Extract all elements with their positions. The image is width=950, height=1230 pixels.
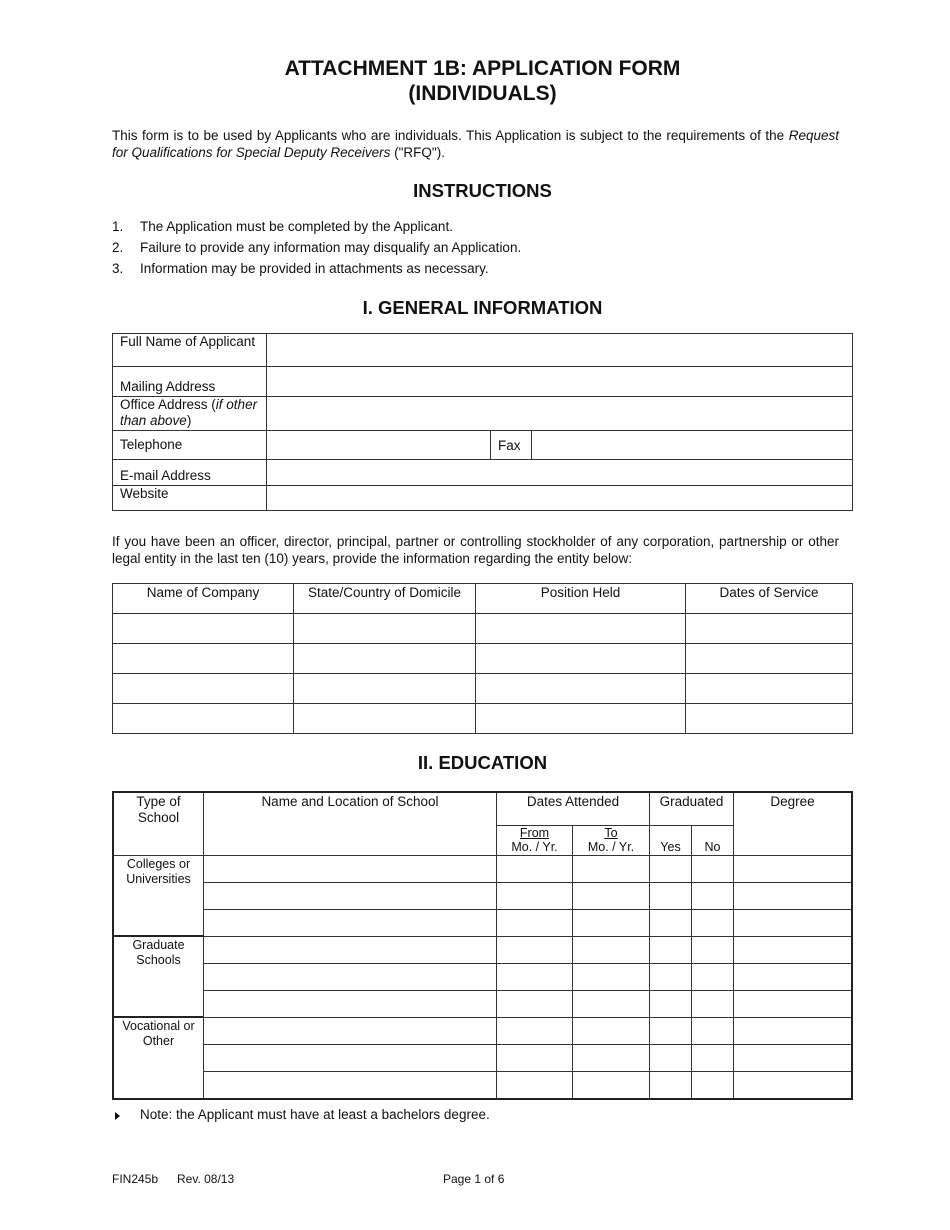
school-cell[interactable]: [204, 936, 497, 963]
email-field[interactable]: [267, 460, 853, 486]
graduated-header: Graduated: [650, 792, 734, 825]
from-cell[interactable]: [497, 990, 573, 1017]
fax-label: Fax: [491, 431, 532, 460]
full-name-field[interactable]: [267, 334, 853, 367]
company-name-cell[interactable]: [113, 704, 294, 734]
dates-of-service-cell[interactable]: [686, 674, 853, 704]
position-cell[interactable]: [476, 674, 686, 704]
yes-cell[interactable]: [650, 963, 692, 990]
dates-attended-header: Dates Attended: [497, 792, 650, 825]
form-id: FIN245b: [112, 1172, 159, 1186]
mailing-address-label: Mailing Address: [113, 367, 267, 397]
school-cell[interactable]: [204, 855, 497, 882]
intro-text: This form is to be used by Applicants who are individuals. This Application is subject to the requirements of the: [112, 128, 785, 143]
company-name-header: Name of Company: [113, 584, 294, 614]
table-row: [113, 936, 852, 963]
degree-cell[interactable]: [734, 1017, 853, 1044]
yes-cell[interactable]: [650, 882, 692, 909]
school-cell[interactable]: [204, 990, 497, 1017]
table-row: [113, 704, 853, 734]
from-label: From: [519, 825, 550, 840]
form-title: ATTACHMENT 1B: APPLICATION FORM: [284, 57, 681, 80]
table-row: [113, 990, 852, 1017]
degree-note-text: Note: the Applicant must have at least a bachelors degree.: [140, 1107, 490, 1122]
full-name-label: Full Name of Applicant: [113, 334, 267, 367]
to-cell[interactable]: [573, 936, 650, 963]
degree-cell[interactable]: [734, 990, 853, 1017]
from-cell[interactable]: [497, 882, 573, 909]
from-cell[interactable]: [497, 855, 573, 882]
instruction-number: 2.: [112, 240, 124, 255]
telephone-label: Telephone: [113, 431, 267, 460]
group-graduate: Graduate Schools: [113, 936, 204, 1017]
yes-cell[interactable]: [650, 936, 692, 963]
domicile-cell[interactable]: [294, 674, 476, 704]
school-cell[interactable]: [204, 882, 497, 909]
school-cell[interactable]: [204, 1071, 497, 1099]
company-name-cell[interactable]: [113, 644, 294, 674]
office-address-close: ): [186, 413, 192, 428]
degree-cell[interactable]: [734, 882, 853, 909]
office-address-field[interactable]: [267, 397, 853, 431]
instruction-number: 1.: [112, 219, 124, 234]
to-cell[interactable]: [573, 1017, 650, 1044]
email-label: E-mail Address: [113, 460, 267, 486]
general-info-heading: I. GENERAL INFORMATION: [362, 297, 603, 318]
school-name-header: Name and Location of School: [204, 792, 497, 855]
no-cell[interactable]: [692, 963, 734, 990]
table-row: [113, 909, 852, 936]
degree-cell[interactable]: [734, 936, 853, 963]
yes-cell[interactable]: [650, 1044, 692, 1071]
degree-cell[interactable]: [734, 963, 853, 990]
table-row: [113, 614, 853, 644]
yes-cell[interactable]: [650, 909, 692, 936]
table-row: [113, 1044, 852, 1071]
yes-cell[interactable]: [650, 855, 692, 882]
school-cell[interactable]: [204, 1017, 497, 1044]
no-cell[interactable]: [692, 882, 734, 909]
general-info-table: [112, 333, 853, 511]
form-subtitle: (INDIVIDUALS): [408, 82, 557, 105]
table-row: [113, 1017, 852, 1044]
office-address-label: [113, 397, 267, 431]
instruction-text: Information may be provided in attachments as necessary.: [140, 261, 489, 276]
no-cell[interactable]: [692, 990, 734, 1017]
table-row: [113, 882, 852, 909]
to-cell[interactable]: [573, 990, 650, 1017]
instructions-heading: INSTRUCTIONS: [413, 180, 552, 201]
website-label: Website: [113, 486, 267, 511]
yes-cell[interactable]: [650, 1071, 692, 1099]
to-cell[interactable]: [573, 882, 650, 909]
from-cell[interactable]: [497, 1044, 573, 1071]
instruction-item: [112, 218, 521, 239]
no-cell[interactable]: [692, 909, 734, 936]
school-cell[interactable]: [204, 1044, 497, 1071]
instruction-text: Failure to provide any information may disqualify an Application.: [140, 240, 522, 255]
from-header: [497, 825, 573, 855]
no-header: No: [692, 825, 734, 855]
domicile-cell[interactable]: [294, 614, 476, 644]
from-cell[interactable]: [497, 963, 573, 990]
mailing-address-field[interactable]: [267, 367, 853, 397]
school-cell[interactable]: [204, 963, 497, 990]
position-header: Position Held: [476, 584, 686, 614]
instructions-list: [112, 218, 521, 281]
degree-header: Degree: [734, 792, 853, 855]
dates-of-service-cell[interactable]: [686, 644, 853, 674]
type-of-school-header: Type of School: [113, 792, 204, 855]
to-format: Mo. / Yr.: [587, 839, 635, 854]
from-cell[interactable]: [497, 1071, 573, 1099]
dates-of-service-header: Dates of Service: [686, 584, 853, 614]
triangle-bullet-icon: [115, 1112, 120, 1120]
intro-paragraph: [112, 127, 839, 161]
table-row: [113, 674, 853, 704]
degree-note: [115, 1107, 490, 1122]
education-heading: II. EDUCATION: [417, 752, 548, 773]
from-cell[interactable]: [497, 936, 573, 963]
company-name-cell[interactable]: [113, 674, 294, 704]
table-row: [113, 963, 852, 990]
fax-field[interactable]: [532, 431, 853, 460]
from-cell[interactable]: [497, 1017, 573, 1044]
table-row: [113, 644, 853, 674]
school-cell[interactable]: [204, 909, 497, 936]
to-cell[interactable]: [573, 1044, 650, 1071]
position-cell[interactable]: [476, 704, 686, 734]
degree-cell[interactable]: [734, 855, 853, 882]
position-cell[interactable]: [476, 644, 686, 674]
to-cell[interactable]: [573, 855, 650, 882]
to-cell[interactable]: [573, 963, 650, 990]
instruction-text: The Application must be completed by the Applicant.: [140, 219, 453, 234]
degree-cell[interactable]: [734, 1044, 853, 1071]
company-name-cell[interactable]: [113, 614, 294, 644]
domicile-header: State/Country of Domicile: [294, 584, 476, 614]
intro-rfq-title: Request for Qualifications for Special Deputy Receivers: [112, 128, 839, 160]
to-cell[interactable]: [573, 909, 650, 936]
yes-header: Yes: [650, 825, 692, 855]
instruction-item: [112, 239, 521, 260]
entity-instructions: If you have been an officer, director, principal, partner or controlling stockholder of any corporation, partnership or other legal entity in the last ten (10) years, provide the information regarding the entity below:: [112, 534, 839, 566]
no-cell[interactable]: [692, 936, 734, 963]
instruction-number: 3.: [112, 261, 124, 276]
education-table: [112, 791, 853, 1100]
from-format: Mo. / Yr.: [511, 839, 558, 854]
website-field[interactable]: [267, 486, 853, 511]
office-address-text: Office Address (: [120, 397, 216, 412]
domicile-cell[interactable]: [294, 704, 476, 734]
from-cell[interactable]: [497, 909, 573, 936]
domicile-cell[interactable]: [294, 644, 476, 674]
intro-rfq-abbrev: ("RFQ").: [390, 145, 445, 160]
yes-cell[interactable]: [650, 990, 692, 1017]
group-vocational: Vocational or Other: [113, 1017, 204, 1099]
degree-cell[interactable]: [734, 1071, 853, 1099]
dates-of-service-cell[interactable]: [686, 704, 853, 734]
office-address-qualifier: if other than above: [120, 397, 258, 428]
table-row: [113, 1071, 852, 1099]
group-colleges: Colleges or Universities: [113, 855, 204, 936]
no-cell[interactable]: [692, 1071, 734, 1099]
position-cell[interactable]: [476, 614, 686, 644]
dates-of-service-cell[interactable]: [686, 614, 853, 644]
no-cell[interactable]: [692, 1017, 734, 1044]
company-table: [112, 583, 853, 734]
to-label: To: [604, 825, 618, 840]
degree-cell[interactable]: [734, 909, 853, 936]
to-header: [573, 825, 650, 855]
instruction-item: [112, 260, 521, 281]
form-revision: Rev. 08/13: [177, 1172, 235, 1186]
no-cell[interactable]: [692, 1044, 734, 1071]
telephone-field[interactable]: [267, 431, 491, 460]
page-number: Page 1 of 6: [443, 1172, 505, 1186]
table-row: [113, 855, 852, 882]
yes-cell[interactable]: [650, 1017, 692, 1044]
no-cell[interactable]: [692, 855, 734, 882]
to-cell[interactable]: [573, 1071, 650, 1099]
